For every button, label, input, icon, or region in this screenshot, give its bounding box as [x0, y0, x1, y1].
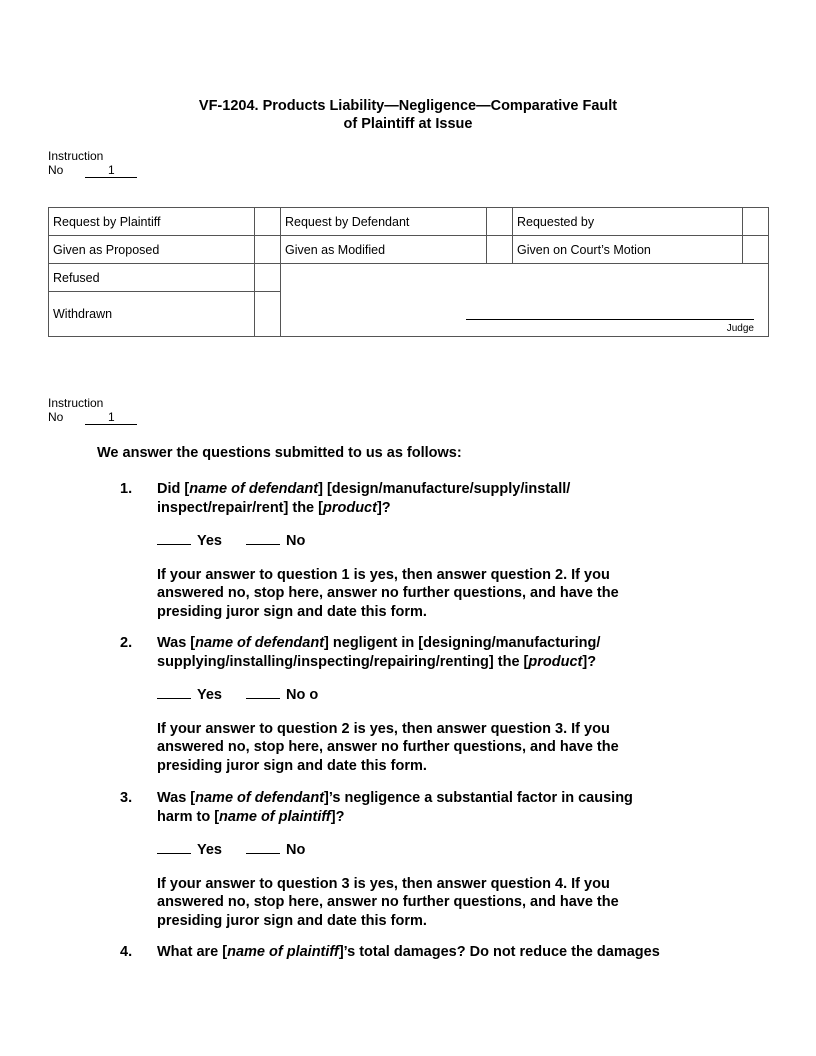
question-number: 2. [120, 635, 133, 651]
question-text: Was [name of defendant]’s negligence a substantial factor in causing harm to [name of plaintiff]? [157, 790, 633, 825]
question-instructions: If your answer to question 2 is yes, then answer question 3. If you answered no, stop here, answer no further questions, and have the presiding juror sign and date this form. [157, 720, 619, 774]
requested-by-box[interactable] [743, 208, 769, 236]
request-table [48, 207, 769, 337]
answer-row [157, 532, 740, 551]
no-blank[interactable] [246, 698, 280, 699]
given-as-proposed-box[interactable] [255, 236, 281, 264]
question-instructions: If your answer to question 3 is yes, then answer question 4. If you answered no, stop here, answer no further questions, and have the presiding juror sign and date this form. [157, 875, 619, 929]
yes-blank[interactable] [157, 544, 191, 545]
verdict-intro: We answer the questions submitted to us as follows: [97, 445, 462, 461]
question-text: Was [name of defendant] negligent in [designing/manufacturing/ supplying/installing/inspecting/repairing/renting] the [product]? [157, 635, 601, 670]
no-label: No [286, 533, 306, 549]
instruction-number-bottom [48, 396, 137, 425]
question-2 [120, 634, 740, 775]
question-number: 1. [120, 481, 133, 497]
request-by-plaintiff-label: Request by Plaintiff [49, 208, 255, 236]
instruction-label: Instruction [48, 396, 104, 410]
question-text: What are [name of plaintiff]’s total damages? Do not reduce the damages [157, 944, 660, 960]
judge-label: Judge [726, 323, 754, 334]
given-on-courts-motion-box[interactable] [743, 236, 769, 264]
refused-label: Refused [49, 264, 255, 292]
title-line-2: of Plaintiff at Issue [343, 116, 473, 132]
given-on-courts-motion-label: Given on Court’s Motion [513, 236, 743, 264]
no-blank[interactable] [246, 853, 280, 854]
instruction-no-label: No [48, 163, 64, 177]
instruction-no-label: No [48, 410, 64, 424]
answer-row [157, 841, 740, 860]
question-4 [120, 943, 760, 962]
yes-label: Yes [197, 842, 222, 858]
instruction-number[interactable]: 1 [85, 163, 137, 178]
form-title [0, 97, 816, 133]
no-blank[interactable] [246, 544, 280, 545]
withdrawn-label: Withdrawn [49, 292, 255, 337]
request-by-defendant-box[interactable] [487, 208, 513, 236]
yes-blank[interactable] [157, 698, 191, 699]
question-instructions: If your answer to question 1 is yes, then answer question 2. If you answered no, stop here, answer no further questions, and have the presiding juror sign and date this form. [157, 566, 619, 620]
refused-box[interactable] [255, 264, 281, 292]
instruction-label: Instruction [48, 149, 104, 163]
no-label: No o [286, 687, 319, 703]
requested-by-label: Requested by [513, 208, 743, 236]
judge-signature-cell [281, 264, 769, 337]
no-label: No [286, 842, 306, 858]
instruction-number-top [48, 149, 137, 178]
question-number: 3. [120, 790, 133, 806]
given-as-modified-label: Given as Modified [281, 236, 487, 264]
withdrawn-box[interactable] [255, 292, 281, 337]
answer-row [157, 686, 740, 705]
instruction-number[interactable]: 1 [85, 410, 137, 425]
yes-label: Yes [197, 687, 222, 703]
question-text: Did [name of defendant] [design/manufacture/supply/install/ inspect/repair/rent] the [product]? [157, 481, 571, 516]
question-1 [120, 480, 740, 621]
title-line-1: VF-1204. Products Liability—Negligence—Comparative Fault [198, 98, 618, 114]
yes-label: Yes [197, 533, 222, 549]
question-3 [120, 789, 740, 930]
judge-signature-line[interactable] [466, 319, 754, 320]
given-as-proposed-label: Given as Proposed [49, 236, 255, 264]
request-by-defendant-label: Request by Defendant [281, 208, 487, 236]
given-as-modified-box[interactable] [487, 236, 513, 264]
question-number: 4. [120, 944, 133, 960]
yes-blank[interactable] [157, 853, 191, 854]
request-by-plaintiff-box[interactable] [255, 208, 281, 236]
